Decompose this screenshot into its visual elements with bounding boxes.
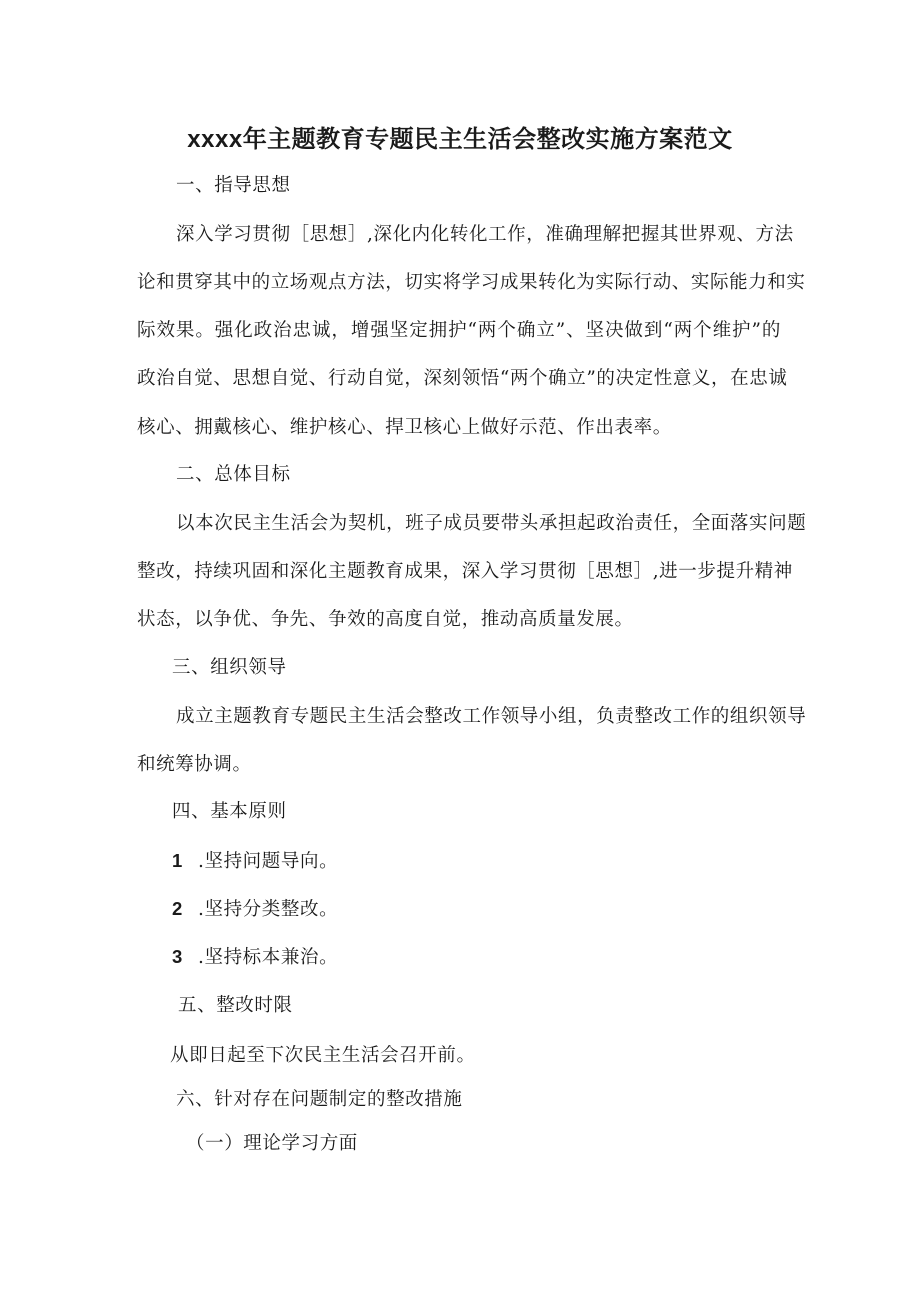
list-text: .坚持分类整改。 — [198, 899, 339, 920]
list-item — [172, 944, 338, 971]
list-item — [172, 896, 338, 923]
list-number: 1 — [172, 850, 183, 871]
section-heading-overall-goal: 二、总体目标 — [176, 464, 291, 485]
list-item — [172, 848, 338, 875]
paragraph-line: 成立主题教育专题民主生活会整改工作领导小组，负责整改工作的组织领导 — [176, 706, 807, 727]
section-heading-measures: 六、针对存在问题制定的整改措施 — [176, 1089, 463, 1110]
title-prefix: xxxx — [187, 126, 243, 153]
list-number: 3 — [172, 946, 183, 967]
paragraph-line: 从即日起至下次民主生活会召开前。 — [170, 1045, 476, 1066]
paragraph-line: 核心、拥戴核心、维护核心、捍卫核心上做好示范、作出表率。 — [137, 417, 672, 438]
paragraph-line: 状态，以争优、争先、争效的高度自觉，推动高质量发展。 — [137, 609, 634, 630]
section-heading-organization: 三、组织领导 — [172, 657, 287, 678]
list-text: .坚持问题导向。 — [198, 851, 339, 872]
list-number: 2 — [172, 898, 183, 919]
paragraph-line: 以本次民主生活会为契机，班子成员要带头承担起政治责任，全面落实问题 — [176, 513, 807, 534]
document-title — [0, 122, 920, 157]
section-heading-deadline: 五、整改时限 — [178, 995, 293, 1016]
paragraph-line: 政治自觉、思想自觉、行动自觉，深刻领悟“两个确立”的决定性意义，在忠诚 — [137, 368, 788, 389]
paragraph-line: 论和贯穿其中的立场观点方法，切实将学习成果转化为实际行动、实际能力和实 — [137, 272, 806, 293]
title-text: 年主题教育专题民主生活会整改实施方案范文 — [242, 124, 733, 153]
paragraph-line: 和统筹协调。 — [137, 754, 252, 775]
paragraph-line: 深入学习贯彻［思想］,深化内化转化工作，准确理解把握其世界观、方法 — [176, 224, 794, 245]
list-text: .坚持标本兼治。 — [198, 947, 339, 968]
section-heading-basic-principles: 四、基本原则 — [172, 801, 287, 822]
subsection-heading-theory-study: （一）理论学习方面 — [186, 1133, 358, 1154]
paragraph-line: 整改，持续巩固和深化主题教育成果，深入学习贯彻［思想］,进一步提升精神 — [137, 561, 793, 582]
section-heading-guiding-ideology: 一、指导思想 — [176, 175, 291, 196]
paragraph-line: 际效果。强化政治忠诚，增强坚定拥护“两个确立”、坚决做到“两个维护”的 — [137, 320, 781, 341]
